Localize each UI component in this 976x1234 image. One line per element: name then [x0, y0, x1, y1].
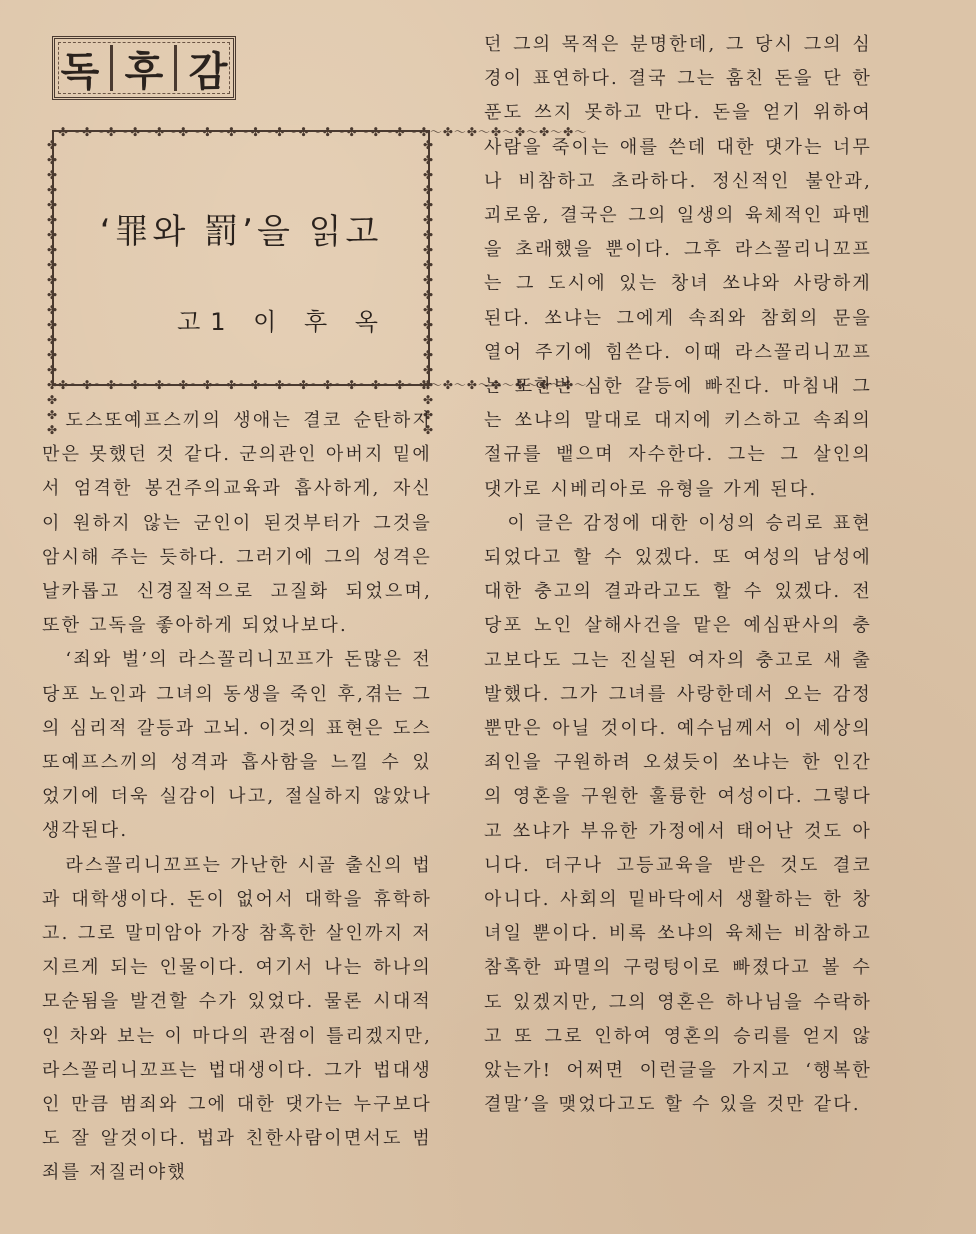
section-divider: [174, 45, 177, 91]
body-paragraph: ‘죄와 벌’의 라스꼴리니꼬프가 돈많은 전당포 노인과 그녀의 동생을 죽인 후,겪는 그의 심리적 갈등과 고뇌. 이것의 표현은 도스또예프스끼의 성격과 흡사함을 느낄 수 있었기에 더욱 실감이 나고, 절실하지 않았나 생각된다.: [42, 649, 432, 842]
section-label-box: [52, 36, 236, 100]
frame-ornament-right: ✤︎✤︎✤︎✤︎✤︎✤︎✤︎✤︎✤︎✤︎✤︎✤︎✤︎✤︎✤︎✤︎✤︎✤︎✤︎✤︎: [421, 138, 435, 438]
article-title: ‘罪와 罰’을 읽고: [99, 212, 383, 252]
section-label-char: 독: [60, 48, 100, 95]
body-paragraph: 이 글은 감정에 대한 이성의 승리로 표현되었다고 할 수 있겠다. 또 여성의 남성에 대한 충고의 결과라고도 할 수 있겠다. 전당포 노인 살해사건을 맡은 예심판사의 충고보다도 그는 진실된 여자의 충고로 새 출발했다. 그가 그녀를 사랑한데서 오는 감정 뿐만은 아닐 것이다. 예수님께서 이 세상의 죄인을 구원하려 오셨듯이 쏘냐는 한 인간의 영혼을 구원한 훌륭한 여성이다. 그렇다고 쏘냐가 부유한 가정에서 태어난 것도 아니다. 더구나 고등교육을 받은 것도 결코 아니다. 사회의 밑바닥에서 생활하는 한 창녀일 뿐이다. 비록 쏘냐의 육체는 비참하고 참혹한 파멸의 구렁텅이로 빠졌다고 볼 수도 있겠지만, 그의 영혼은 하나님을 수락하고 또 그로 인하여 영혼의 승리를 얻지 않았는가! 어쩌면 이런글을 가지고 ‘행복한 결말’을 맺었다고도 할 수 있을 것만 같다.: [484, 512, 872, 1116]
section-label-char: 후: [124, 48, 164, 95]
body-paragraph: 라스꼴리니꼬프는 가난한 시골 출신의 법과 대학생이다. 돈이 없어서 대학을 휴학하고. 그로 말미암아 가장 참혹한 살인까지 저지르게 되는 인물이다. 여기서 나는 하나의 모순됨을 발견할 수가 있었다. 물론 시대적인 차와 보는 이 마다의 관점이 틀리겠지만, 라스꼴리니꼬프는 법대생이다. 그가 법대생인 만큼 범죄와 그에 대한 댓가는 누구보다도 잘 알것이다. 법과 친한사람이면서도 범죄를 저질러야했: [42, 854, 432, 1184]
section-label-char: 감: [188, 48, 228, 95]
title-frame: [45, 125, 588, 438]
article-author: 고1 이 후 옥: [177, 308, 388, 336]
frame-ornament-top: ✤︎〜✤︎〜✤︎〜✤︎〜✤︎〜✤︎〜✤︎〜✤︎〜✤︎〜✤︎〜✤︎〜✤︎〜✤︎〜✤︎〜✤︎〜✤︎〜✤︎〜✤︎〜✤︎〜✤︎〜✤︎〜✤︎〜: [58, 125, 588, 139]
frame-ornament-left: ✤︎✤︎✤︎✤︎✤︎✤︎✤︎✤︎✤︎✤︎✤︎✤︎✤︎✤︎✤︎✤︎✤︎✤︎✤︎✤︎: [45, 138, 59, 438]
left-column: [42, 404, 432, 1191]
right-column: [484, 28, 872, 1123]
body-paragraph: 던 그의 목적은 분명한데, 그 당시 그의 심경이 표연하다. 결국 그는 훔친 돈을 단 한푼도 쓰지 못하고 만다. 돈을 얻기 위하여 사람을 죽이는 애를 쓴데 대한 댓가는 너무나 비참하고 초라하다. 정신적인 불안과, 괴로움, 결국은 그의 일생의 육체적인 파멘을 초래했을 뿐이다. 그후 라스꼴리니꼬프는 그 도시에 있는 창녀 쏘냐와 사랑하게 된다. 쏘냐는 그에게 속죄와 참회의 문을 열어 주기에 힘쓴다. 이때 라스꼴리니꼬프는 또한번 심한 갈등에 빠진다. 마침내 그는 쏘냐의 말대로 대지에 키스하고 속죄의 절규를 뱉으며 자수한다. 그는 그 살인의 댓가로 시베리아로 유형을 가게 된다.: [484, 34, 872, 500]
frame-ornament-bottom: ✤︎〜✤︎〜✤︎〜✤︎〜✤︎〜✤︎〜✤︎〜✤︎〜✤︎〜✤︎〜✤︎〜✤︎〜✤︎〜✤︎〜✤︎〜✤︎〜✤︎〜✤︎〜✤︎〜✤︎〜✤︎〜✤︎〜: [58, 378, 588, 392]
section-divider: [110, 45, 113, 91]
body-paragraph: 도스또예프스끼의 생애는 결코 순탄하지만은 못했던 것 같다. 군의관인 아버지 밑에서 엄격한 봉건주의교육과 흡사하게, 자신이 원하지 않는 군인이 된것부터가 그것을 암시해 주는 듯하다. 그러기에 그의 성격은 날카롭고 신경질적으로 고질화 되었으며, 또한 고독을 좋아하게 되었나보다.: [42, 410, 432, 637]
